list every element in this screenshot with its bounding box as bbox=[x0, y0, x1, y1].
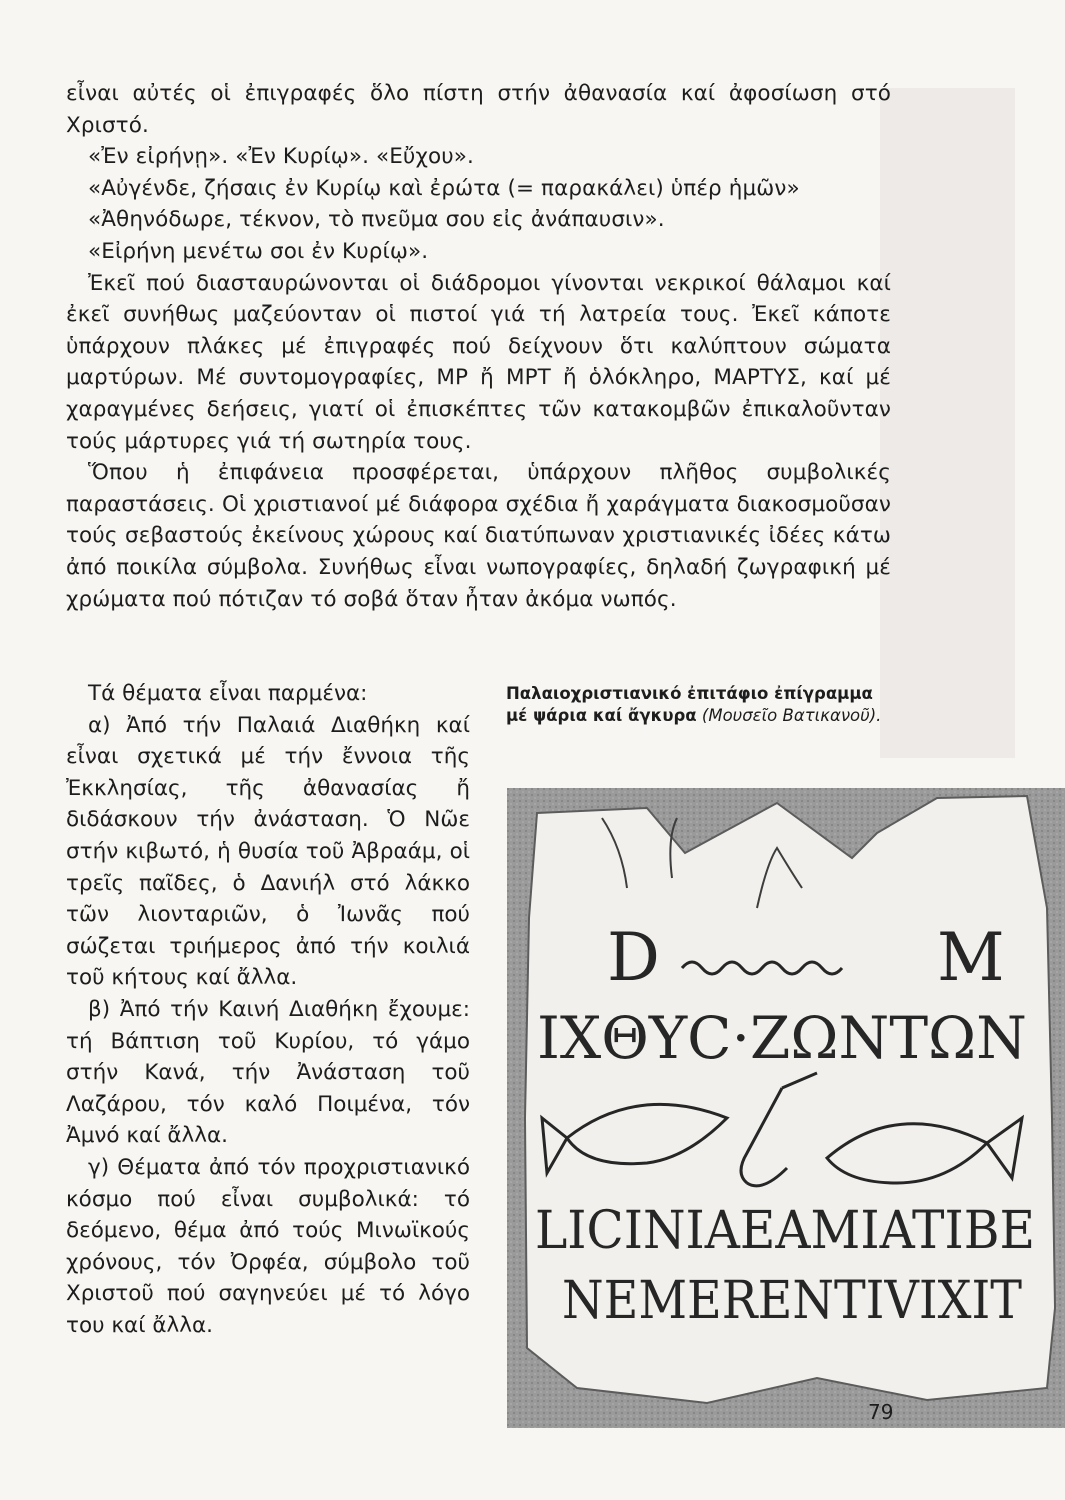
quote-3: «Ἀθηνόδωρε, τέκνον, τὸ πνεῦμα σου εἰς ἀνάπαυσιν». bbox=[88, 207, 665, 233]
inscription-d: D bbox=[607, 919, 660, 996]
quote-2: «Αὐγένδε, ζήσαις ἐν Κυρίῳ καὶ ἐρώτα (= παρακάλει) ὑπέρ ἡμῶν» bbox=[88, 175, 800, 201]
item-beta: β) Ἀπό τήν Καινή Διαθήκη ἔχουμε: τή Βάπτιση τοῦ Κυρίου, τό γάμο στήν Κανά, τήν Ἀνάσταση τοῦ Λαζάρου, τόν καλό Ποιμένα, τόν Ἀμνό καί ἄλλα. bbox=[66, 996, 470, 1149]
paragraph-1-line-2: Χριστό. bbox=[66, 112, 149, 138]
left-column bbox=[66, 678, 470, 1341]
page-number: 79 bbox=[868, 1400, 894, 1424]
inscription-m: M bbox=[937, 919, 1005, 996]
item-alpha: α) Ἀπό τήν Παλαιά Διαθήκη καί εἶναι σχετικά μέ τήν ἔννοια τῆς Ἐκκλησίας, τῆς ἀθανασίας ἤ διδάσκουν τήν ἀνάσταση. Ὁ Νῶε στήν κιβωτό, ἡ θυσία τοῦ Ἀβραάμ, οἱ τρεῖς παῖδες, ὁ Δανιήλ στό λάκκο τῶν λιονταριῶν, ὁ Ἰωνᾶς πού σώζεται τριήμερος ἀπό τήν κοιλιά τοῦ κήτους καί ἄλλα. bbox=[66, 712, 470, 991]
inscription-photo bbox=[507, 788, 1065, 1428]
quote-1: «Ἐν εἰρήνῃ». «Ἐν Κυρίῳ». «Εὔχου». bbox=[88, 144, 474, 170]
caption-source: (Μουσεῖο Βατικανοῦ). bbox=[701, 706, 882, 725]
paragraph-2: Ἐκεῖ πού διασταυρώνονται οἱ διάδρομοι γίνονται νεκρικοί θάλαμοι καί ἐκεῖ συνήθως μαζεύονταν οἱ πιστοί γιά τή λατρεία τους. Ἐκεῖ κάποτε ὑπάρχουν πλάκες μέ ἐπιγραφές πού δείχνουν ὅτι καλύπτουν σώματα μαρτύρων. Μέ συντομογραφίες, ΜΡ ἤ ΜΡΤ ἤ ὁλόκληρο, ΜΑΡΤΥΣ, καί μέ χαραγμένες δεήσεις, γιατί οἱ ἐπισκέπτες τῶν κατακομβῶν ἐπικαλοῦνταν τούς μάρτυρες γιά τή σωτηρία τους. bbox=[66, 270, 891, 454]
inscription-line-4: NEMERENTIVIXIT bbox=[562, 1271, 1023, 1331]
main-text-block bbox=[66, 78, 891, 615]
themes-intro: Τά θέματα εἶναι παρμένα: bbox=[88, 681, 368, 706]
bleed-through-shadow bbox=[880, 88, 1015, 758]
photo-caption bbox=[506, 683, 891, 727]
item-gamma: γ) Θέματα ἀπό τόν προχριστιανικό κόσμο πού εἶναι συμβολικά: τό δεόμενο, θέμα ἀπό τούς Μινωϊκούς χρόνους, τόν Ὀρφέα, σύμβολο τοῦ Χριστοῦ πού σαγηνεύει μέ τό λόγο του καί ἄλλα. bbox=[66, 1154, 470, 1338]
paragraph-1-line-1: εἶναι αὐτές οἱ ἐπιγραφές ὅλο πίστη στήν ἀθανασία καί ἀφοσίωση στό bbox=[66, 81, 891, 106]
caption-title: Παλαιοχριστιανικό ἐπιτάφιο ἐπίγραμμα μέ ψάρια καί ἄγκυρα bbox=[506, 684, 873, 725]
quote-4: «Εἰρήνη μενέτω σοι ἐν Κυρίῳ». bbox=[88, 238, 429, 264]
inscription-ichthys: ΙΧΘΥC·ΖΩΝΤΩΝ bbox=[537, 1004, 1027, 1072]
paragraph-3: Ὅπου ἡ ἐπιφάνεια προσφέρεται, ὑπάρχουν πλῆθος συμβολικές παραστάσεις. Οἱ χριστιανοί μέ διάφορα σχέδια ἤ χαράγματα διακοσμοῦσαν τούς σεβαστούς ἐκείνους χώρους καί διατύπωναν χριστιανικές ἰδέες κάτω ἀπό ποικίλα σύμβολα. Συνήθως εἶναι νωπογραφίες, δηλαδή ζωγραφική μέ χρώματα πού πότιζαν τό σοβά ὅταν ἦταν ἀκόμα νωπός. bbox=[66, 460, 891, 612]
inscription-line-3: LICINIAEAMIATIBE bbox=[535, 1201, 1035, 1261]
